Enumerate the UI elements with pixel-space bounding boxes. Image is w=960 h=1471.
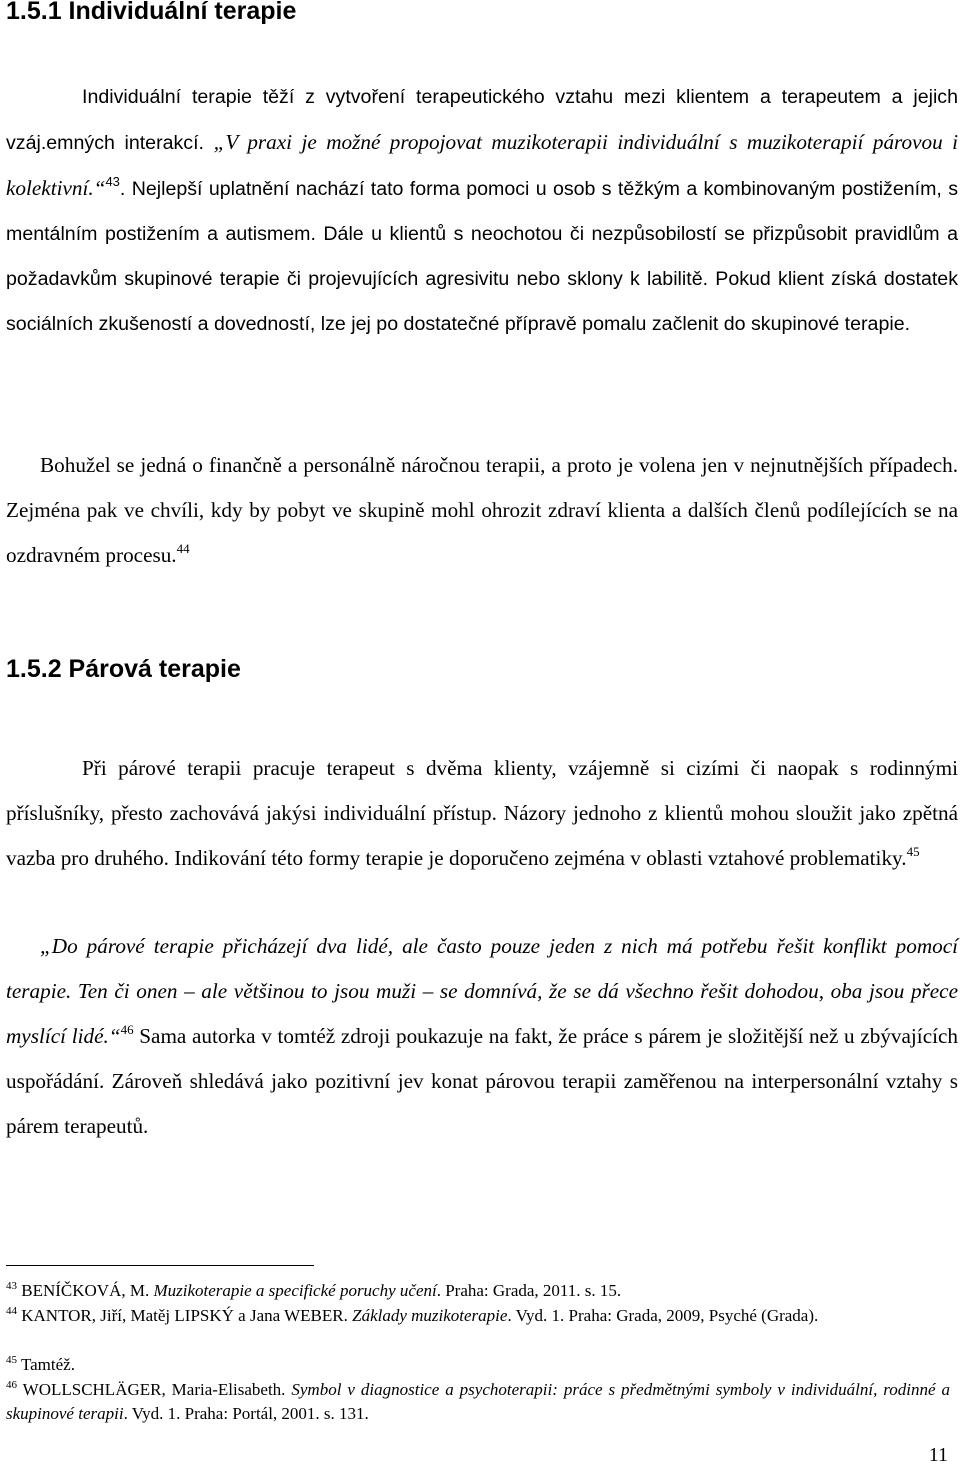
footnote-number: 43 <box>6 1280 17 1292</box>
footnote-details: . Vyd. 1. Praha: Portál, 2001. s. 131. <box>123 1403 369 1423</box>
page-number: 11 <box>928 1444 948 1466</box>
footnote-44 <box>6 1304 950 1328</box>
quotation: „V praxi je možné propojovat muzikoterapii individuální s muzikoterapií párovou i kolektivní.“ <box>6 130 958 200</box>
paragraph-individual-therapy-1 <box>6 75 958 347</box>
quotation: „Do párové terapie přicházejí dva lidé, ale často pouze jeden z nich má potřebu řešit konflikt pomocí terapie. Ten či onen – ale většinou to jsou muži – se domnívá, že se dá všechno řešit dohodou, oba jsou přece myslící lidé.“ <box>6 934 958 1048</box>
footnote-number: 45 <box>6 1354 17 1366</box>
section-heading-couple-therapy: 1.5.2 Párová terapie <box>6 655 241 683</box>
footnote-author: Tamtéž. <box>17 1355 75 1374</box>
footnote-author: BENÍČKOVÁ, M. <box>17 1281 154 1300</box>
footnote-title: Symbol v diagnostice a psychoterapii: práce s předmětnými symboly v individuální, rodinné a skupinové terapii <box>6 1380 950 1423</box>
footnote-details: . Praha: Grada, 2011. s. 15. <box>436 1281 622 1300</box>
paragraph-text: . Nejlepší uplatnění nachází tato forma pomoci u osob s těžkým a kombinovaným postižením, s mentálním postižením a autismem. <box>6 178 958 245</box>
footnote-46 <box>6 1378 950 1425</box>
footnote-author: KANTOR, Jiří, Matěj LIPSKÝ a Jana WEBER. <box>17 1306 353 1325</box>
footnote-ref-44: 44 <box>176 541 190 556</box>
paragraph-couple-therapy-1 <box>6 746 958 881</box>
footnote-separator <box>6 1265 314 1266</box>
footnote-details: . Vyd. 1. Praha: Grada, 2009, Psyché (Grada). <box>507 1306 819 1325</box>
footnote-title: Muzikoterapie a specifické poruchy učení <box>153 1281 437 1300</box>
paragraph-text: Bohužel se jedná o finančně a personálně náročnou terapii, a proto je volena jen v nejnutnějších případech. Zejména pak ve chvíli, kdy by pobyt ve skupině mohl ohrozit zdraví klienta a dalších členů podílejících se na ozdravném procesu. <box>6 453 958 567</box>
paragraph-text: Dále u klientů s neochotou či nezpůsobilostí se přizpůsobit pravidlům a požadavkům skupinové terapie či projevujících agresivitu nebo sklony k labilitě. Pokud klient získá dostatek sociálních zkušeností a dovedností, lze jej po dostatečné přípravě pomalu začlenit do skupinové terapie. <box>6 223 958 335</box>
footnote-43 <box>6 1279 950 1303</box>
footnote-ref-43: 43 <box>105 174 120 189</box>
footnote-number: 46 <box>6 1379 17 1391</box>
footnote-45 <box>6 1353 950 1377</box>
paragraph-text: Při párové terapii pracuje terapeut s dvěma klienty, vzájemně si cizími či naopak s rodinnými příslušníky, přesto zachovává jakýsi individuální přístup. Názory jednoho z klientů mohou sloužit jako zpětná vazba pro druhého. Indikování této formy terapie je doporučeno zejména v oblasti vztahové problematiky. <box>6 756 958 870</box>
section-heading-individual-therapy: 1.5.1 Individuální terapie <box>6 0 297 25</box>
paragraph-text: Sama autorka v tomtéž zdroji poukazuje na fakt, že práce s párem je složitější než u zbývajících uspořádání. Zároveň shledává jako pozitivní jev konat párovou terapii zaměřenou na interpersonální vztahy s párem terapeutů. <box>6 1024 958 1138</box>
paragraph-individual-therapy-2 <box>6 443 958 578</box>
footnote-title: Základy muzikoterapie <box>352 1306 508 1325</box>
paragraph-text: Individuální terapie těží z vytvoření terapeutického vztahu mezi klientem a terapeutem a jejich vzáj.emných interakcí. <box>6 86 958 154</box>
paragraph-couple-therapy-2 <box>6 924 958 1149</box>
footnote-author: WOLLSCHLÄGER, Maria-Elisabeth. <box>17 1380 292 1399</box>
footnote-ref-45: 45 <box>906 844 920 859</box>
footnote-number: 44 <box>6 1305 17 1317</box>
footnote-ref-46: 46 <box>120 1022 134 1037</box>
